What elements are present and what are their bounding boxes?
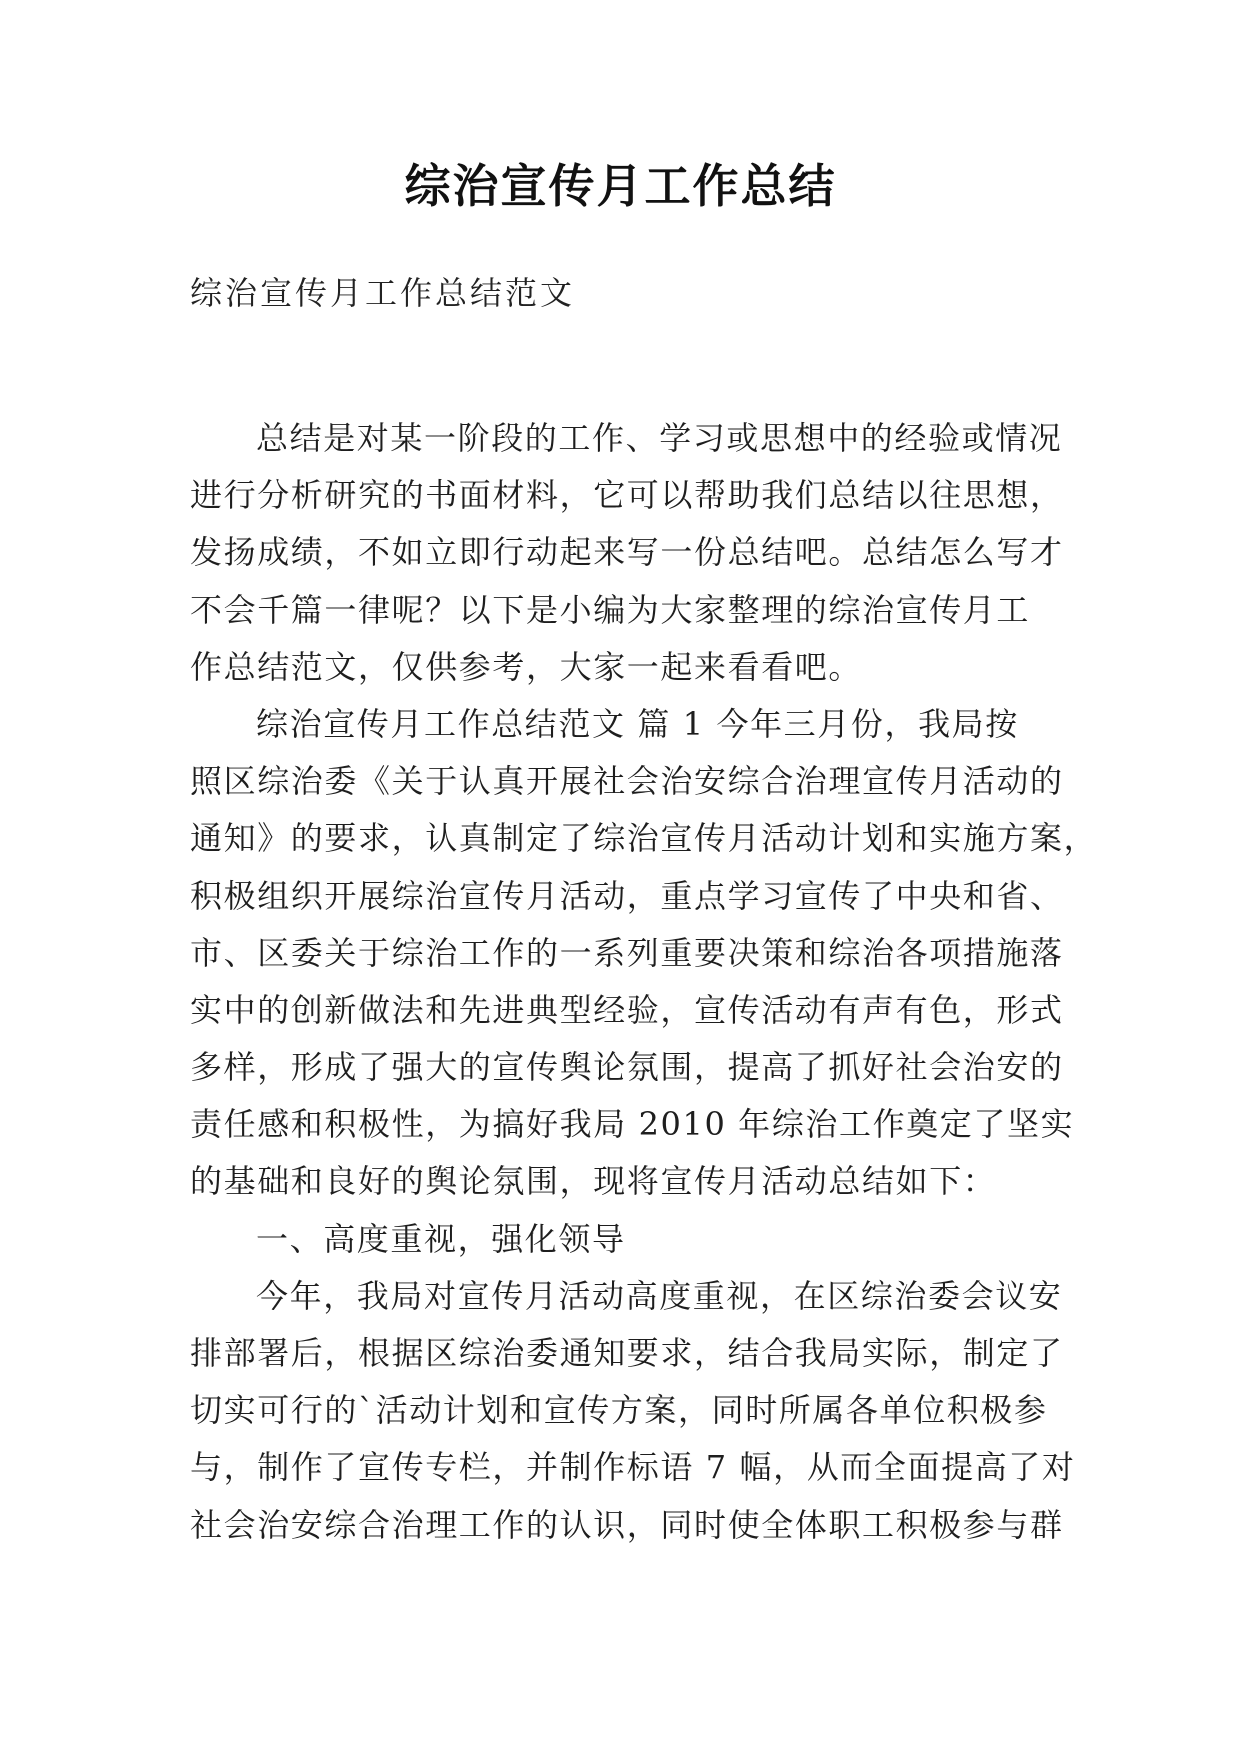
text-line: 不会千篇一律呢？以下是小编为大家整理的综治宣传月工	[190, 590, 1031, 629]
document-subtitle: 综治宣传月工作总结范文	[190, 274, 576, 312]
text-line: 进行分析研究的书面材料，它可以帮助我们总结以往思想，	[190, 476, 1064, 515]
text-line: 社会治安综合治理工作的认识，同时使全体职工积极参与群	[190, 1505, 1064, 1544]
text-line: 发扬成绩，不如立即行动起来写一份总结吧。总结怎么写才	[190, 533, 1064, 572]
text-line: 今年，我局对宣传月活动高度重视，在区综治委会议安	[256, 1276, 1063, 1315]
text-line: 综治宣传月工作总结范文 篇 1 今年三月份，我局按	[256, 704, 1019, 743]
document-title: 综治宣传月工作总结	[404, 159, 837, 213]
text-line: 切实可行的`活动计划和宣传方案，同时所属各单位积极参	[190, 1391, 1048, 1430]
text-line: 实中的创新做法和先进典型经验，宣传活动有声有色，形式	[190, 990, 1064, 1029]
text-line: 责任感和积极性，为搞好我局 2010 年综治工作奠定了坚实	[190, 1105, 1075, 1144]
text-line: 照区综治委《关于认真开展社会治安综合治理宣传月活动的	[190, 762, 1064, 801]
text-line: 排部署后，根据区综治委通知要求，结合我局实际，制定了	[190, 1334, 1064, 1372]
text-line: 作总结范文，仅供参考，大家一起来看看吧。	[190, 647, 863, 686]
text-line: 积极组织开展综治宣传月活动，重点学习宣传了中央和省、	[190, 876, 1064, 915]
text-line: 的基础和良好的舆论氛围，现将宣传月活动总结如下：	[190, 1162, 997, 1201]
text-line: 市、区委关于综治工作的一系列重要决策和综治各项措施落	[190, 933, 1064, 972]
text-line: 与，制作了宣传专栏，并制作标语 7 幅，从而全面提高了对	[190, 1448, 1076, 1487]
text-line: 通知》的要求，认真制定了综治宣传月活动计划和实施方案，	[190, 819, 1098, 858]
text-line: 总结是对某一阶段的工作、学习或思想中的经验或情况	[256, 419, 1063, 457]
text-line: 多样，形成了强大的宣传舆论氛围，提高了抓好社会治安的	[190, 1048, 1064, 1087]
document-body	[190, 410, 1098, 1554]
text-line: 一、高度重视，强化领导	[256, 1219, 626, 1258]
